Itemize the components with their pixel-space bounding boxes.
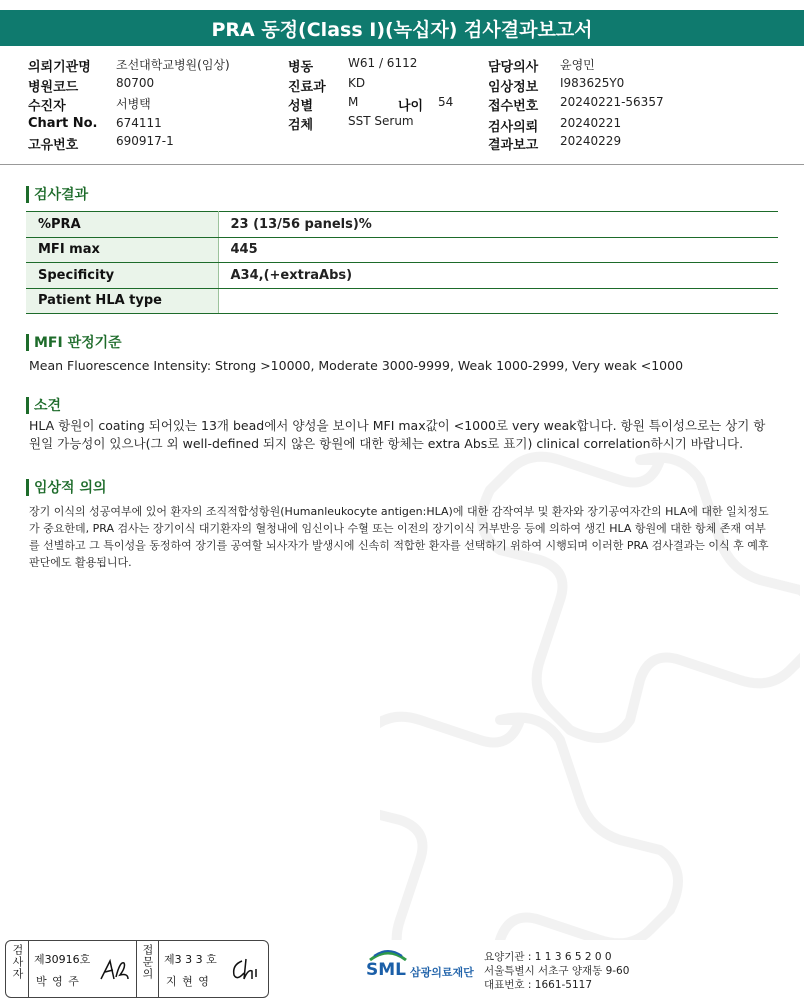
table-row: [26, 212, 778, 238]
clinical-text: 장기 이식의 성공여부에 있어 환자의 조직적합성항원(Humanleukocyte antigen:HLA)에 대한 감작여부 및 환자와 장기공여자간의 HLA에 대한 일치정도가 중요한데, PRA 검사는 장기이식 대기환자의 혈청내에 임신이나 수혈 또는 이전의 장기이식 거부반응 등에 의하여 생긴 HLA 항원에 대한 항체 존재 여부를 선별하고 그 특이성을 동정하여 장기를 공여할 뇌사자가 발생시에 신속히 적합한 환자를 선택하기 위하여 시행되며 이러한 PRA 검사결과는 이식 후 예후 판단에도 활용됩니다.: [29, 505, 769, 569]
info-hospital-code: 병원코드 80700: [28, 76, 155, 95]
section-clinical-heading: 임상적 의의: [26, 477, 107, 497]
info-department: 진료과 KD: [288, 76, 366, 95]
reviewer-label: 접문의: [141, 944, 154, 980]
result-value-hla-type: [218, 288, 778, 314]
info-unique-id: 고유번호 690917-1: [28, 134, 174, 153]
info-doctor: 담당의사 윤영민: [488, 58, 595, 75]
result-key-mfi-max: MFI max: [26, 237, 218, 263]
table-row: [26, 237, 778, 263]
sml-logo-text: SML: [366, 960, 406, 980]
patient-info: [28, 56, 788, 152]
section-opinion-heading: 소견: [26, 395, 61, 415]
org-phone: 대표번호 : 1661-5117: [484, 979, 593, 991]
info-request-date: 검사의뢰 20240221: [488, 116, 622, 135]
report-title: PRA 동정(Class I)(녹십자) 검사결과보고서: [0, 10, 804, 46]
result-key-pra: %PRA: [26, 212, 218, 238]
org-address: 서울특별시 서초구 양재동 9-60: [484, 965, 630, 977]
result-value-pra: 23 (13/56 panels)%: [218, 212, 778, 238]
info-specimen: 검체 SST Serum: [288, 114, 414, 133]
info-hospital-name: 의뢰기관명 조선대학교병원(임상): [28, 58, 230, 75]
table-row: [26, 288, 778, 314]
org-name: 삼광의료재단: [410, 966, 474, 979]
inspector-name: 박 영 주: [36, 975, 80, 988]
reviewer-license-no: 제3 3 3 호: [164, 953, 217, 966]
info-sex: 성별 M 나이 54: [288, 95, 454, 114]
info-receipt-no: 접수번호 20240221-56357: [488, 95, 664, 114]
info-ward: 병동 W61 / 6112: [288, 56, 418, 75]
result-table: [26, 211, 778, 314]
info-patient-name: 수진자 서병택: [28, 97, 151, 114]
inspector-license-no: 제30916호: [34, 953, 91, 966]
section-mfi-heading: MFI 판정기준: [26, 332, 122, 352]
reviewer-signature-icon: [228, 955, 264, 985]
info-chart-no: Chart No. 674111: [28, 116, 162, 131]
mfi-criteria-text: Mean Fluorescence Intensity: Strong >10000, Moderate 3000-9999, Weak 1000-2999, Very weak <1000: [29, 358, 684, 373]
table-row: [26, 263, 778, 289]
signature-box: [5, 940, 269, 998]
result-value-mfi-max: 445: [218, 237, 778, 263]
result-key-hla-type: Patient HLA type: [26, 288, 218, 314]
section-result-heading: 검사결과: [26, 184, 88, 204]
org-contact: [484, 950, 629, 992]
agency-number: 요양기관 : 1 1 3 6 5 2 0 0: [484, 951, 612, 963]
info-divider: [0, 164, 804, 165]
result-key-specificity: Specificity: [26, 263, 218, 289]
info-report-date: 결과보고 20240229: [488, 134, 622, 153]
org-logo: [366, 946, 486, 988]
result-value-specificity: A34,(+extraAbs): [218, 263, 778, 289]
reviewer-name: 지 현 영: [166, 975, 210, 988]
info-clinical: 임상정보 I983625Y0: [488, 76, 625, 95]
opinion-text: HLA 항원이 coating 되어있는 13개 bead에서 양성을 보이나 MFI max값이 <1000로 very weak합니다. 항원 특이성으로는 상기 항원일 가능성이 있으나(그 외 well-defined 되지 않은 항원에 대한 항체는 extra Abs로 표기) clinical correlation하시기 바랍니다.: [29, 418, 766, 451]
inspector-signature-icon: [98, 955, 132, 985]
inspector-label: 검사자: [11, 944, 24, 980]
